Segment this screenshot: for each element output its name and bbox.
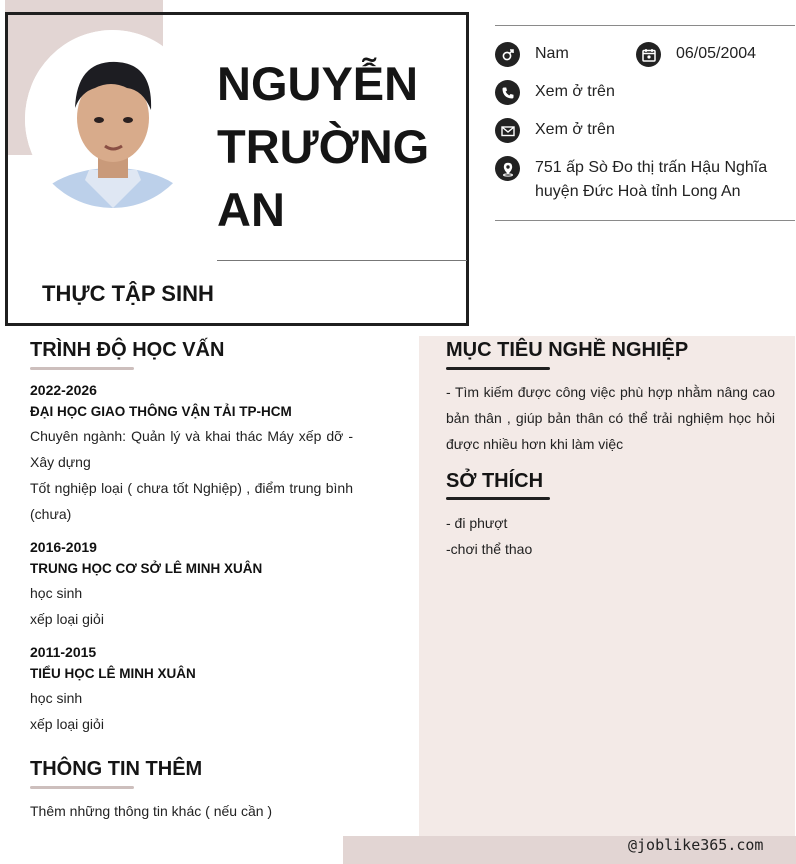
name-line-2: TRƯỜNG xyxy=(217,120,430,173)
extra-info-title: THÔNG TIN THÊM xyxy=(30,758,203,780)
gender-value: Nam xyxy=(535,45,569,62)
hobbies-title: SỞ THÍCH xyxy=(446,470,544,492)
profile-photo xyxy=(25,30,200,208)
education-detail: học sinh xyxy=(30,690,83,706)
hobby-item: - đi phượt xyxy=(446,515,508,531)
extra-info-underline xyxy=(30,786,134,789)
contact-top-divider xyxy=(495,25,795,26)
phone-value: Xem ở trên xyxy=(535,83,615,100)
gender-icon xyxy=(495,42,520,67)
contact-gender xyxy=(495,42,569,67)
location-icon xyxy=(495,156,520,181)
education-detail: Tốt nghiệp loại ( chưa tốt Nghiệp) , điểm trung bình (chưa) xyxy=(30,480,353,522)
hobbies-list xyxy=(446,510,775,562)
objective-title: MỤC TIÊU NGHỀ NGHIỆP xyxy=(446,339,689,361)
calendar-icon xyxy=(636,42,661,67)
birthdate-value: 06/05/2004 xyxy=(676,45,757,62)
objective-underline xyxy=(446,367,550,370)
education-title: TRÌNH ĐỘ HỌC VẤN xyxy=(30,339,225,361)
extra-info-text: Thêm những thông tin khác ( nếu cần ) xyxy=(30,803,273,819)
objective-text: - Tìm kiếm được công việc phù hợp nhằm nâng cao bản thân , giúp bản thân có thể trải nghiệm học hỏi được nhiều hơn khi làm việc xyxy=(446,384,775,452)
contact-birthdate xyxy=(636,42,756,67)
education-years: 2011-2015 xyxy=(30,644,97,660)
email-value: Xem ở trên xyxy=(535,121,615,138)
education-item xyxy=(30,537,353,632)
education-years: 2022-2026 xyxy=(30,382,97,398)
education-list xyxy=(30,380,353,747)
address-text xyxy=(535,156,767,204)
contact-address xyxy=(495,156,767,204)
education-school: ĐẠI HỌC GIAO THÔNG VẬN TẢI TP-HCM xyxy=(30,404,292,419)
contact-email xyxy=(495,118,615,143)
name-divider xyxy=(217,260,467,261)
education-detail: học sinh xyxy=(30,585,83,601)
education-item xyxy=(30,642,353,737)
education-item xyxy=(30,380,353,527)
education-underline xyxy=(30,367,134,370)
watermark: @joblike365.com xyxy=(628,836,764,854)
phone-icon xyxy=(495,80,520,105)
education-detail: xếp loại giỏi xyxy=(30,716,104,732)
education-years: 2016-2019 xyxy=(30,539,97,555)
education-detail: Chuyên ngành: Quản lý và khai thác Máy xếp dỡ - Xây dựng xyxy=(30,428,353,470)
education-detail: xếp loại giỏi xyxy=(30,611,104,627)
education-school: TIỂU HỌC LÊ MINH XUÂN xyxy=(30,666,196,681)
contact-bottom-divider xyxy=(495,220,795,221)
email-icon xyxy=(495,118,520,143)
hobby-item: -chơi thể thao xyxy=(446,541,533,557)
education-school: TRUNG HỌC CƠ SỞ LÊ MINH XUÂN xyxy=(30,561,263,576)
contact-phone xyxy=(495,80,615,105)
address-line-2: huyện Đức Hoà tỉnh Long An xyxy=(535,183,741,200)
full-name xyxy=(217,52,467,241)
hobbies-underline xyxy=(446,497,550,500)
name-line-1: NGUYỄN xyxy=(217,57,419,110)
name-line-3: AN xyxy=(217,183,285,236)
job-title: THỰC TẬP SINH xyxy=(42,281,214,306)
address-line-1: 751 ấp Sò Đo thị trấn Hậu Nghĩa xyxy=(535,159,768,176)
